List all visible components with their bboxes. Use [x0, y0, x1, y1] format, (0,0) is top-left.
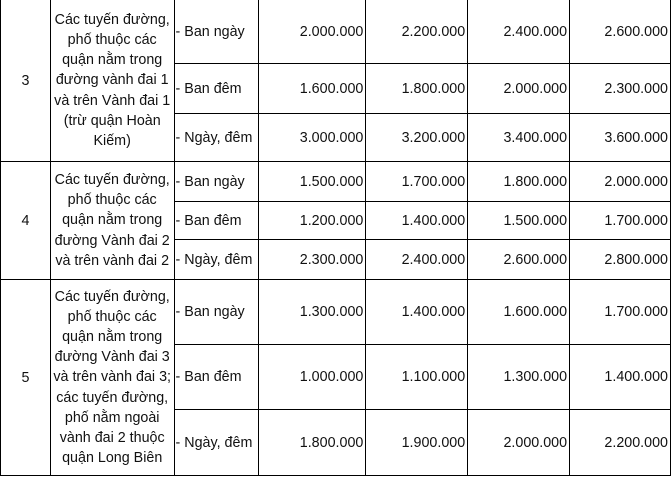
- price-cell: 1.100.000: [366, 345, 468, 410]
- price-cell: 1.200.000: [258, 202, 366, 240]
- price-cell: 1.700.000: [366, 162, 468, 202]
- table-row: [1, 162, 671, 202]
- time-period: - Ngày, đêm: [174, 114, 258, 162]
- price-cell: 1.800.000: [366, 64, 468, 114]
- price-cell: 2.200.000: [570, 410, 671, 476]
- price-cell: 2.400.000: [366, 240, 468, 280]
- price-cell: 1.400.000: [570, 345, 671, 410]
- price-cell: 1.600.000: [258, 64, 366, 114]
- price-cell: 2.300.000: [570, 64, 671, 114]
- price-cell: 2.800.000: [570, 240, 671, 280]
- price-cell: 3.000.000: [258, 114, 366, 162]
- price-cell: 2.000.000: [468, 410, 570, 476]
- price-cell: 1.600.000: [468, 280, 570, 345]
- price-cell: 1.300.000: [258, 280, 366, 345]
- row-number: 4: [1, 162, 51, 280]
- price-cell: 1.800.000: [258, 410, 366, 476]
- table-body: [1, 0, 671, 476]
- route-description: Các tuyến đường, phố thuộc các quận nằm trong đường vành đai 1 và trên Vành đai 1 (trừ quận Hoàn Kiếm): [50, 0, 174, 162]
- price-cell: 1.700.000: [570, 202, 671, 240]
- table-row: [1, 280, 671, 345]
- time-period: - Ban đêm: [174, 64, 258, 114]
- row-number: 5: [1, 280, 51, 476]
- price-cell: 1.400.000: [366, 202, 468, 240]
- time-period: - Ban đêm: [174, 202, 258, 240]
- price-cell: 1.500.000: [468, 202, 570, 240]
- price-cell: 2.600.000: [468, 240, 570, 280]
- price-cell: 1.000.000: [258, 345, 366, 410]
- time-period: - Ban ngày: [174, 0, 258, 64]
- price-cell: 2.000.000: [468, 64, 570, 114]
- price-cell: 1.900.000: [366, 410, 468, 476]
- price-cell: 2.200.000: [366, 0, 468, 64]
- time-period: - Ngày, đêm: [174, 410, 258, 476]
- price-cell: 1.700.000: [570, 280, 671, 345]
- time-period: - Ngày, đêm: [174, 240, 258, 280]
- price-cell: 3.600.000: [570, 114, 671, 162]
- time-period: - Ban đêm: [174, 345, 258, 410]
- route-description: Các tuyến đường, phố thuộc các quận nằm trong đường Vành đai 3 và trên vành đai 3; các tuyến đường, phố nằm ngoài vành đai 2 thuộc quận Long Biên: [50, 280, 174, 476]
- price-cell: 3.200.000: [366, 114, 468, 162]
- time-period: - Ban ngày: [174, 162, 258, 202]
- price-cell: 1.300.000: [468, 345, 570, 410]
- price-cell: 1.400.000: [366, 280, 468, 345]
- price-cell: 1.500.000: [258, 162, 366, 202]
- price-cell: 1.800.000: [468, 162, 570, 202]
- table-row: [1, 0, 671, 64]
- row-number: 3: [1, 0, 51, 162]
- time-period: - Ban ngày: [174, 280, 258, 345]
- price-cell: 2.600.000: [570, 0, 671, 64]
- price-cell: 3.400.000: [468, 114, 570, 162]
- price-cell: 2.000.000: [570, 162, 671, 202]
- price-cell: 2.000.000: [258, 0, 366, 64]
- route-description: Các tuyến đường, phố thuộc các quận nằm trong đường Vành đai 2 và trên vành đai 2: [50, 162, 174, 280]
- price-cell: 2.300.000: [258, 240, 366, 280]
- price-cell: 2.400.000: [468, 0, 570, 64]
